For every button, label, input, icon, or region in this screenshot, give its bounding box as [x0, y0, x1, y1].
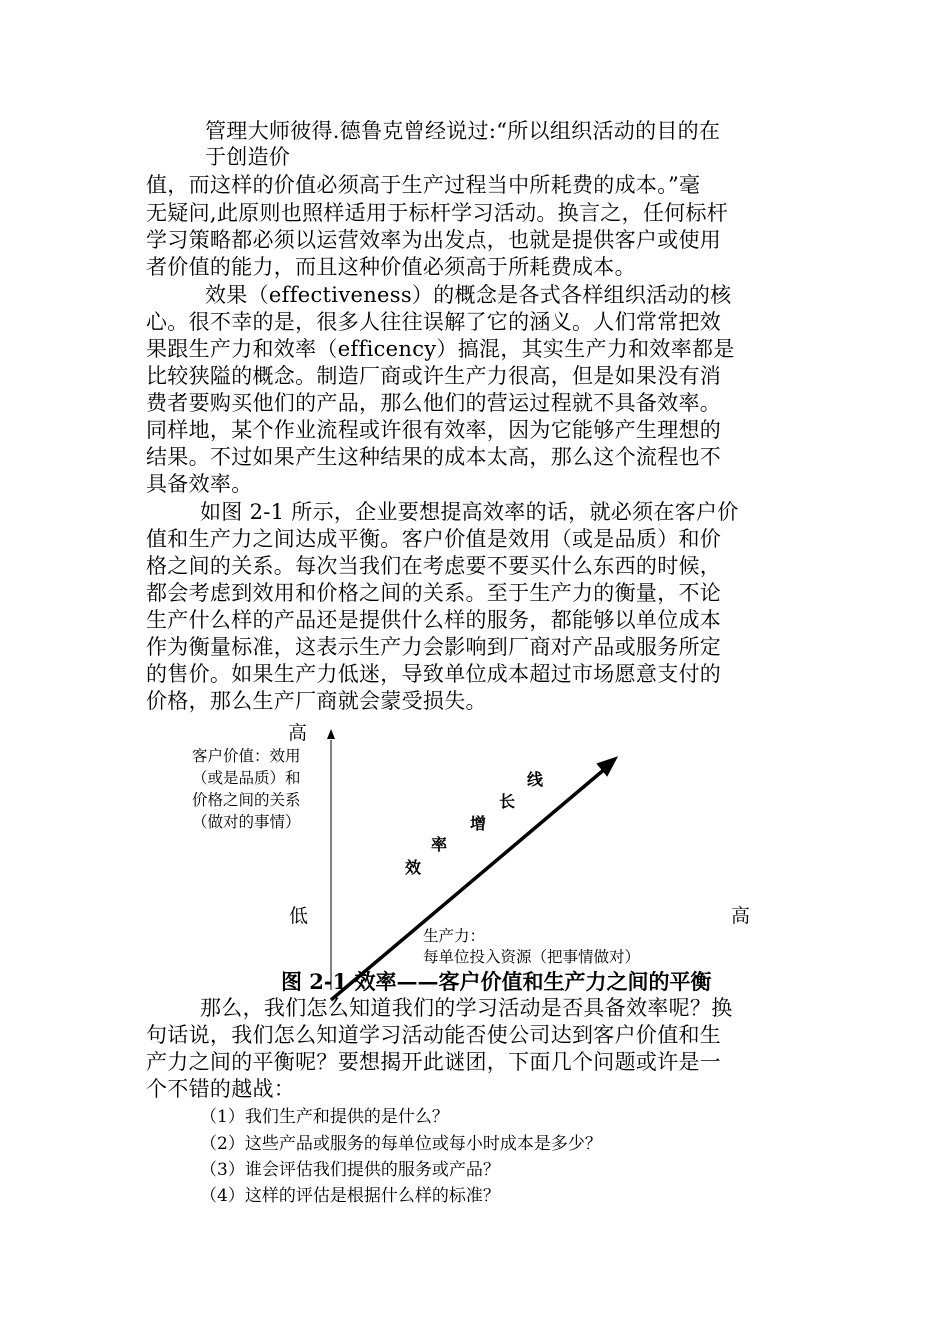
paragraph-line: 个不错的越战：: [146, 1077, 296, 1101]
y-axis-label-line: 客户价值：效用: [192, 747, 301, 765]
paragraph-line: 生产什么样的产品还是提供什么样的服务，都能够以单位成本: [146, 608, 722, 632]
paragraph-line: 具备效率。: [146, 472, 253, 496]
paragraph-line: 句话说，我们怎么知道学习活动能否使公司达到客户价值和生: [146, 1023, 722, 1047]
y-axis-label-line: （或是品质）和: [192, 769, 301, 787]
arrow-label-char: 长: [499, 792, 516, 811]
arrow-label-char: 增: [470, 814, 487, 833]
paragraph-line: 比较狭隘的概念。制造厂商或许生产力很高，但是如果没有消: [146, 364, 722, 388]
y-axis-low-label: 低: [289, 905, 309, 927]
y-axis-label-line: 价格之间的关系: [192, 791, 301, 809]
question-item: （2）这些产品或服务的每单位或每小时成本是多少？: [200, 1134, 602, 1154]
paragraph-line: 者价值的能力，而且这种价值必须高于所耗费成本。: [146, 255, 636, 279]
arrow-label-char: 效: [405, 858, 422, 877]
paragraph-line: 效果（effectiveness）的概念是各式各样组织活动的核: [205, 283, 732, 307]
paragraph-line: 价格，那么生产厂商就会蒙受损失。: [146, 689, 487, 713]
paragraph-line: 于创造价: [205, 145, 291, 169]
y-axis-high-label: 高: [288, 722, 308, 744]
y-axis-label-line: （做对的事情）: [192, 813, 301, 831]
paragraph-line: 如图 2-1 所示，企业要想提高效率的话，就必须在客户价: [200, 500, 739, 524]
paragraph-line: 费者要购买他们的产品，那么他们的营运过程就不具备效率。: [146, 391, 722, 415]
paragraph-line: 结果。不过如果产生这种结果的成本太高，那么这个流程也不: [146, 445, 722, 469]
paragraph-line: 学习策略都必须以运营效率为出发点，也就是提供客户或使用: [146, 228, 722, 252]
question-item: （4）这样的评估是根据什么样的标准？: [200, 1186, 500, 1206]
paragraph-line: 那么，我们怎么知道我们的学习活动是否具备效率呢？换: [200, 996, 733, 1020]
paragraph-line: 心。很不幸的是，很多人往往误解了它的涵义。人们常常把效: [146, 310, 722, 334]
paragraph-line: 产力之间的平衡呢？要想揭开此谜团，下面几个问题或许是一: [146, 1050, 722, 1074]
paragraph-line: 同样地，某个作业流程或许很有效率，因为它能够产生理想的: [146, 418, 722, 442]
paragraph-line: 管理大师彼得.德鲁克曾经说过:“所以组织活动的目的在: [205, 119, 721, 143]
paragraph-line: 格之间的关系。每次当我们在考虑要不要买什么东西的时候，: [146, 554, 722, 578]
y-axis-arrowhead: [327, 729, 335, 739]
arrow-label-char: 线: [527, 770, 544, 789]
paragraph-line: 果跟生产力和效率（efficency）搞混，其实生产力和效率都是: [146, 337, 735, 361]
x-axis-high-label: 高: [731, 905, 751, 927]
paragraph-line: 的售价。如果生产力低迷，导致单位成本超过市场愿意支付的: [146, 662, 722, 686]
x-axis-label-line: 每单位投入资源（把事情做对）: [423, 948, 641, 966]
question-item: （3）谁会评估我们提供的服务或产品？: [200, 1160, 500, 1180]
paragraph-line: 都会考虑到效用和价格之间的关系。至于生产力的衡量，不论: [146, 581, 722, 605]
arrow-label-char: 率: [431, 835, 448, 854]
x-axis-label-line: 生产力：: [423, 927, 486, 945]
paragraph-line: 值，而这样的价值必须高于生产过程当中所耗费的成本。”毫: [146, 173, 701, 197]
paragraph-line: 值和生产力之间达成平衡。客户价值是效用（或是品质）和价: [146, 527, 722, 551]
figure-caption: 图 2-1 效率——客户价值和生产力之间的平衡: [281, 969, 712, 994]
question-item: （1）我们生产和提供的是什么？: [200, 1107, 449, 1127]
paragraph-line: 无疑问,此原则也照样适用于标杆学习活动。换言之，任何标杆: [146, 201, 729, 225]
paragraph-line: 作为衡量标准，这表示生产力会影响到厂商对产品或服务所定: [146, 635, 722, 659]
